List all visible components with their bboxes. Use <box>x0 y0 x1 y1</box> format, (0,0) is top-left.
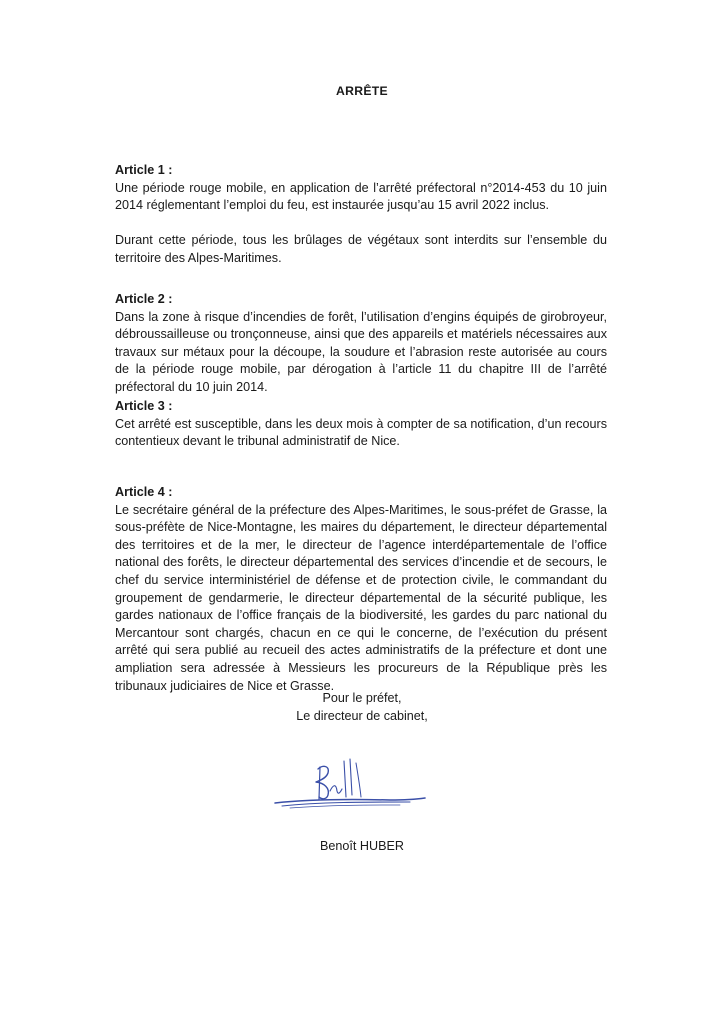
signature-image <box>270 755 430 815</box>
article-3 <box>115 398 607 451</box>
article-2-heading: Article 2 : <box>115 292 173 306</box>
article-1-heading: Article 1 : <box>115 163 173 177</box>
article-1-paragraph-2: Durant cette période, tous les brûlages de végétaux sont interdits sur l’ensemble du territoire des Alpes-Maritimes. <box>115 233 607 265</box>
article-4-paragraph-1: Le secrétaire général de la préfecture des Alpes-Maritimes, le sous-préfet de Grasse, la sous-préfète de Nice-Montagne, les maires du département, le directeur départemental des territoires et de la mer, le directeur de l’agence interdépartementale de l’office national des forêts, le directeur départemental des services d’incendie et de secours, le chef du service interministériel de défense et de protection civile, le commandant du groupement de gendarmerie, le directeur départemental de la sécurité publique, les gardes nationaux de l’office français de la biodiversité, les gardes du parc national du Mercantour sont chargés, chacun en ce qui le concerne, de l’exécution du présent arrêté qui sera publié au recueil des actes administratifs de la préfecture et dont une ampliation sera adressée à Messieurs les procureurs de la République près les tribunaux judiciaires de Nice et Grasse. <box>115 502 607 693</box>
article-2-paragraph-1: Dans la zone à risque d’incendies de forêt, l’utilisation d’engins équipés de girobroyeur, débroussailleuse ou tronçonneuse, ainsi que des appareils et matériels nécessaires aux travaux sur métaux pour la découpe, la soudure et l’abrasion reste autorisée au cours de la période rouge mobile, par dérogation à l’article 11 du chapitre III de l’arrêté préfectoral du 10 juin 2014. <box>115 309 607 394</box>
article-2 <box>115 291 607 397</box>
document-title: ARRÊTE <box>336 84 388 98</box>
closing-line-1: Pour le préfet, <box>322 691 402 705</box>
closing-line-2: Le directeur de cabinet, <box>296 708 428 723</box>
article-4 <box>115 484 607 695</box>
article-1 <box>115 162 607 268</box>
article-1-paragraph-1: Une période rouge mobile, en application de l’arrêté préfectoral n°2014-453 du 10 juin 2014 réglementant l’emploi du feu, est instaurée jusqu’au 15 avril 2022 inclus. <box>115 180 607 213</box>
article-3-heading: Article 3 : <box>115 399 173 413</box>
article-3-paragraph-1: Cet arrêté est susceptible, dans les deux mois à compter de sa notification, d’un recours contentieux devant le tribunal administratif de Nice. <box>115 416 607 449</box>
closing-formula <box>0 690 724 725</box>
article-4-heading: Article 4 : <box>115 485 173 499</box>
signatory-name: Benoît HUBER <box>320 839 404 853</box>
